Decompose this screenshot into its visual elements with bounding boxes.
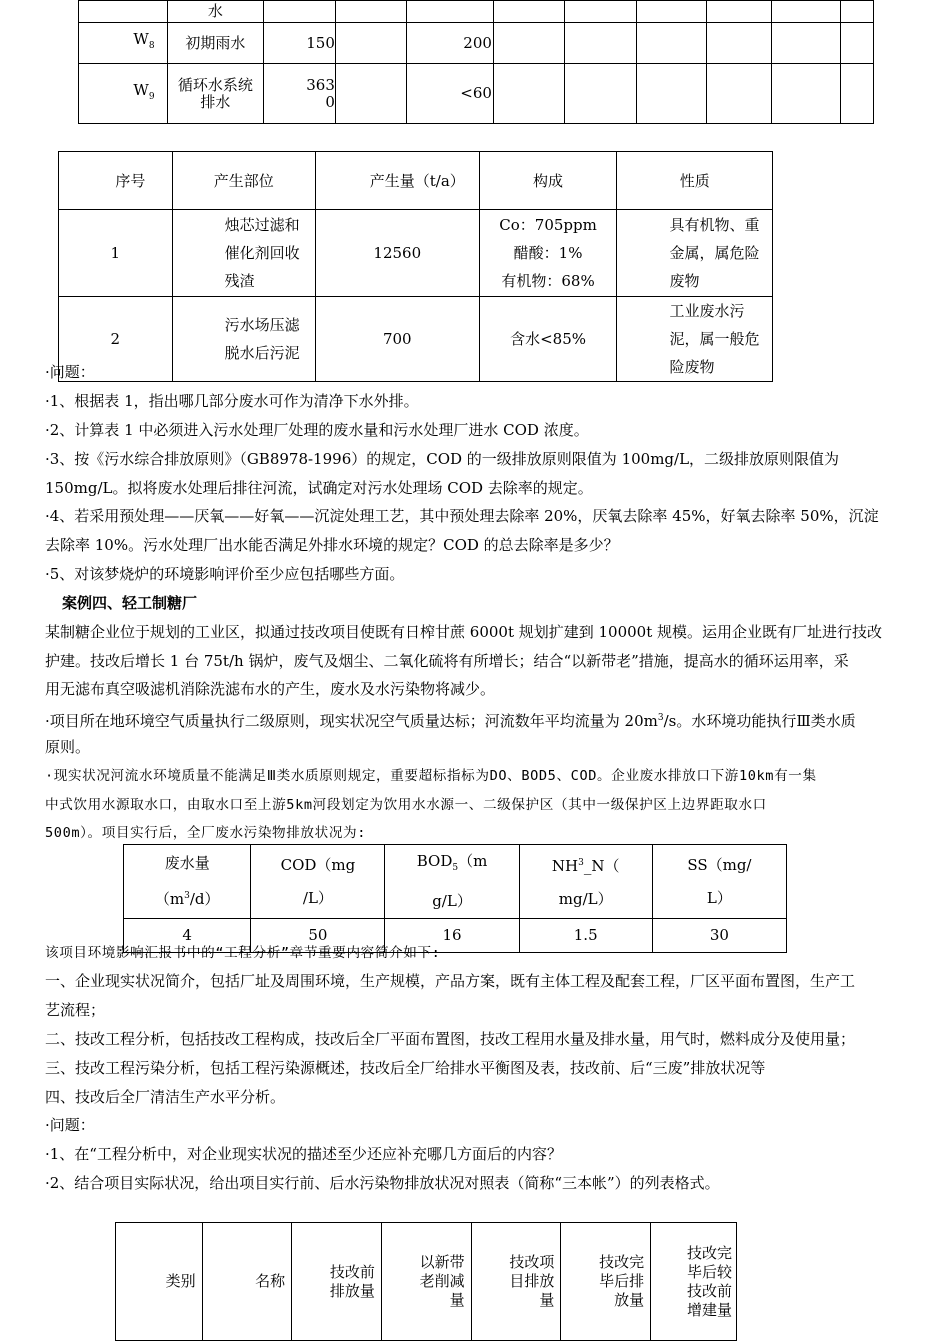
cell-cod: <60 [407,64,494,124]
cell-id: $W_8$ [79,23,168,64]
header-category: 类别 [116,1223,203,1341]
case-paragraph-1b: 护建。技改后增长 1 台 75t/h 锅炉，废气及烟尘、二氧化硫将有所增长；结合“以新带老”措施，提高水的循环运用率，采 [45,652,849,670]
case-paragraph-1a: 某制糖企业位于规划的工业区，拟通过技改项目使既有日榨甘蔗 6000t 规划扩建到 10000t 规模。运用企业既有厂址进行技改 [45,623,883,641]
header-increase: 技改完毕后较技改前增建量 [651,1223,737,1341]
question-1: ·1、根据表 1，指出哪几部分废水可作为清净下水外排。 [45,392,419,410]
case-paragraph-2a: ·项目所在地环境空气质量执行二级原则，现实状况空气质量达标；河流数年平均流量为 $20m^3/s$。水环境功能执行Ⅲ类水质 [45,712,856,730]
questions-heading: ·问题： [45,1116,95,1134]
header-amount: 产生量（t/a） [315,152,479,210]
cell-cod: 200 [407,23,494,64]
case-paragraph-3c: 500m）。项目实行后，全厂废水污染物排放状况为: [45,825,366,841]
case-paragraph-1c: 用无滤布真空吸滤机消除洗滤布水的产生，废水及水污染物将减少。 [45,680,496,698]
analysis-line-4: 四、技改后全厂清洁生产水平分析。 [45,1088,286,1106]
header-name: 名称 [202,1223,292,1341]
analysis-line-2: 二、技改工程分析，包括技改工程构成，技改后全厂平面布置图，技改工程用水量及排水量，用气时，燃料成分及使用量； [45,1030,856,1048]
wastewater-table-tail [78,0,874,124]
question-1: ·1、在“工程分析中，对企业现实状况的描述至少还应补充哪几方面后的内容？ [45,1145,562,1163]
header-part: 产生部位 [172,152,315,210]
header-before: 技改前排放量 [292,1223,382,1341]
cell-composition: 含水<85% [479,297,617,382]
cell-name: 水 [167,1,264,23]
analysis-intro: 该项目环境影响汇报书中的“工程分析”章节重要内容简介如下: [45,945,441,961]
cell-name: 循环水系统排水 [167,64,264,124]
cell-part: 污水场压滤脱水后污泥 [172,297,315,382]
header-nh3n: $NH^3\_N$（ mg/L） [519,845,652,919]
question-2: ·2、计算表 1 中必须进入污水处理厂处理的废水量和污水处理厂进水 COD 浓度。 [45,421,589,439]
cell-cod: 50 [251,919,385,953]
question-5: ·5、对该梦烧炉的环境影响评价至少应包括哪些方面。 [45,565,405,583]
header-composition: 构成 [479,152,617,210]
header-no: 序号 [59,152,173,210]
cell-no: 1 [59,210,173,297]
header-after: 技改完毕后排放量 [561,1223,651,1341]
analysis-line-1a: 一、企业现实状况简介，包括厂址及周围环境，生产规模，产品方案，既有主体工程及配套工程，厂区平面布置图，生产工 [45,972,856,990]
question-3-line1: ·3、按《污水综合排放原则》（GB8978-1996）的规定，COD 的一级排放原则限值为 100mg/L，二级排放原则限值为 [45,450,840,468]
cell-id: $W_9$ [79,64,168,124]
header-project: 技改项目排放量 [471,1223,561,1341]
cell-nature: 工业废水污泥，属一般危险废物 [617,297,773,382]
cell-bod: 16 [385,919,519,953]
cell-amount: 700 [315,297,479,382]
case-paragraph-3b: 中式饮用水源取水口，由取水口至上游5km河段划定为饮用水水源一、二级保护区（其中一级保护区上边界距取水口 [45,797,767,813]
cell-amount: 12560 [315,210,479,297]
three-accounts-table [115,1222,737,1341]
cell-nh3n: 1.5 [519,919,652,953]
cell-part: 烛芯过滤和催化剂回收残渣 [172,210,315,297]
cell-id [79,1,168,23]
cell-amount: 150 [264,23,336,64]
cell-name: 初期雨水 [167,23,264,64]
effluent-table [123,844,787,953]
question-4-line1: ·4、若采用预处理——厌氧——好氧——沉淀处理工艺，其中预处理去除率 20%，厌氧去除率 45%，好氧去除率 50%，沉淀 [45,507,879,525]
header-volume: 废水量 $(m^3/d)$ [124,845,251,919]
question-4-line2: 去除率 10%。污水处理厂出水能否满足外排水环境的规定？COD 的总去除率是多少？ [45,536,619,554]
cell-nature: 具有机物、重金属，属危险废物 [617,210,773,297]
question-3-line2: 150mg/L。拟将废水处理后排往河流，试确定对污水处理场 COD 去除率的规定。 [45,479,593,497]
header-ss: SS（mg/ L） [652,845,786,919]
header-reduction: 以新带老削减量 [381,1223,471,1341]
cell-no: 2 [59,297,173,382]
solid-waste-table [58,151,773,382]
header-cod: COD（mg /L） [251,845,385,919]
analysis-line-1b: 艺流程； [45,1001,106,1019]
case-paragraph-2b: 原则。 [45,738,91,756]
case-paragraph-3a: ·现实状况河流水环境质量不能满足Ⅲ类水质原则规定，重要超标指标为DO、BOD5、COD。企业废水排放口下游10km有一集 [45,768,817,784]
analysis-line-3: 三、技改工程污染分析，包括工程污染源概述，技改后全厂给排水平衡图及表，技改前、后“三废”排放状况等 [45,1059,766,1077]
question-2: ·2、结合项目实际状况，给出项目实行前、后水污染物排放状况对照表（简称“三本帐”）的列表格式。 [45,1174,720,1192]
cell-amount: 3630 [264,64,336,124]
cell-composition: Co：705ppm 醋酸：1% 有机物：68% [479,210,617,297]
header-bod: $BOD_5(m$ g/L） [385,845,519,919]
cell-volume: 4 [124,919,251,953]
header-nature: 性质 [617,152,773,210]
cell-ss: 30 [652,919,786,953]
questions-heading: ·问题： [45,363,95,381]
section-title: 案例四、轻工制糖厂 [62,594,198,612]
